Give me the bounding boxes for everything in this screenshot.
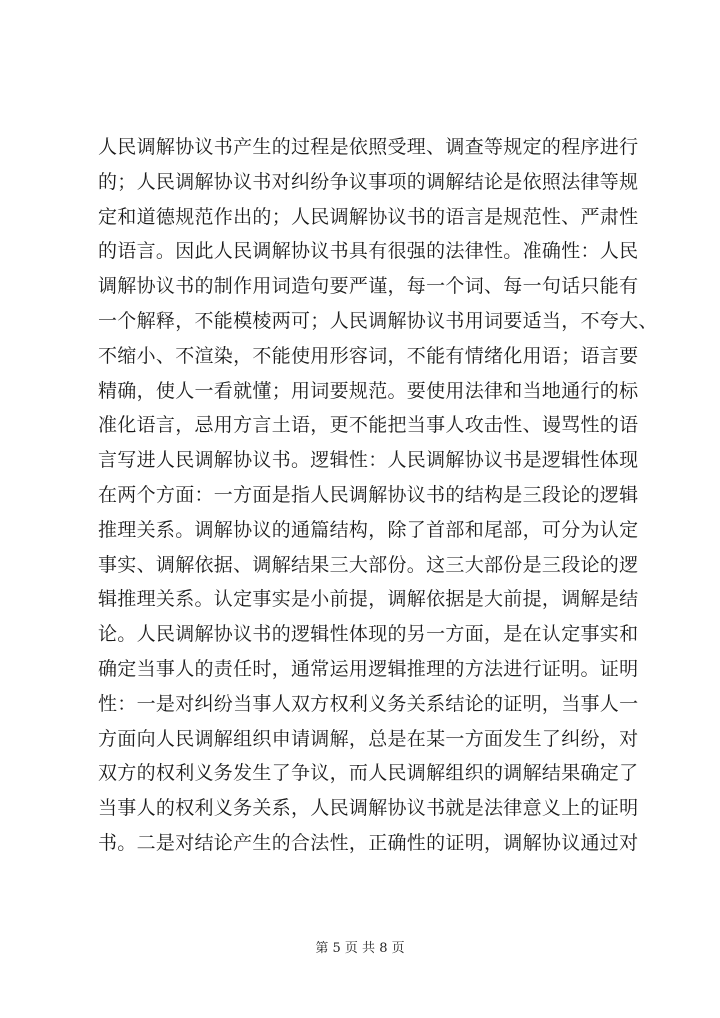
text-line: 推理关系。调解协议的通篇结构，除了首部和尾部，可分为认定	[98, 518, 639, 541]
page-footer: 第 5 页 共 8 页	[315, 941, 405, 956]
text-line: 当事人的权利义务关系，人民调解协议书就是法律意义上的证明	[98, 797, 639, 820]
text-line: 调解协议书的制作用词造句要严谨，每一个词、每一句话只能有	[98, 275, 639, 298]
text-line: 精确，使人一看就懂；用词要规范。要使用法律和当地通行的标	[98, 379, 639, 402]
text-line: 的；人民调解协议书对纠纷争议事项的调解结论是依照法律等规	[98, 170, 639, 193]
text-line: 准化语言，忌用方言土语，更不能把当事人攻击性、谩骂性的语	[98, 414, 639, 437]
text-line: 确定当事人的责任时，通常运用逻辑推理的方法进行证明。证明	[98, 657, 639, 680]
text-line: 论。人民调解协议书的逻辑性体现的另一方面，是在认定事实和	[98, 623, 639, 646]
text-line: 定和道德规范作出的；人民调解协议书的语言是规范性、严肃性	[98, 205, 639, 228]
body-text	[98, 130, 658, 861]
text-line: 一个解释，不能模棱两可；人民调解协议书用词要适当，不夸大、	[98, 309, 658, 332]
text-line: 不缩小、不渲染，不能使用形容词，不能有情绪化用语；语言要	[98, 344, 639, 367]
text-line: 言写进人民调解协议书。逻辑性：人民调解协议书是逻辑性体现	[98, 449, 639, 472]
text-line: 在两个方面：一方面是指人民调解协议书的结构是三段论的逻辑	[98, 483, 639, 506]
text-line: 方面向人民调解组织申请调解，总是在某一方面发生了纠纷，对	[98, 727, 639, 750]
text-line: 书。二是对结论产生的合法性，正确性的证明，调解协议通过对	[98, 831, 639, 854]
text-line: 双方的权利义务发生了争议，而人民调解组织的调解结果确定了	[98, 762, 639, 785]
text-line: 人民调解协议书产生的过程是依照受理、调查等规定的程序进行	[98, 136, 639, 158]
text-line: 事实、调解依据、调解结果三大部份。这三大部份是三段论的逻	[98, 553, 639, 576]
text-line: 的语言。因此人民调解协议书具有很强的法律性。准确性：人民	[98, 240, 639, 263]
text-line: 辑推理关系。认定事实是小前提，调解依据是大前提，调解是结	[98, 588, 639, 611]
text-line: 性：一是对纠纷当事人双方权利义务关系结论的证明，当事人一	[98, 692, 639, 715]
